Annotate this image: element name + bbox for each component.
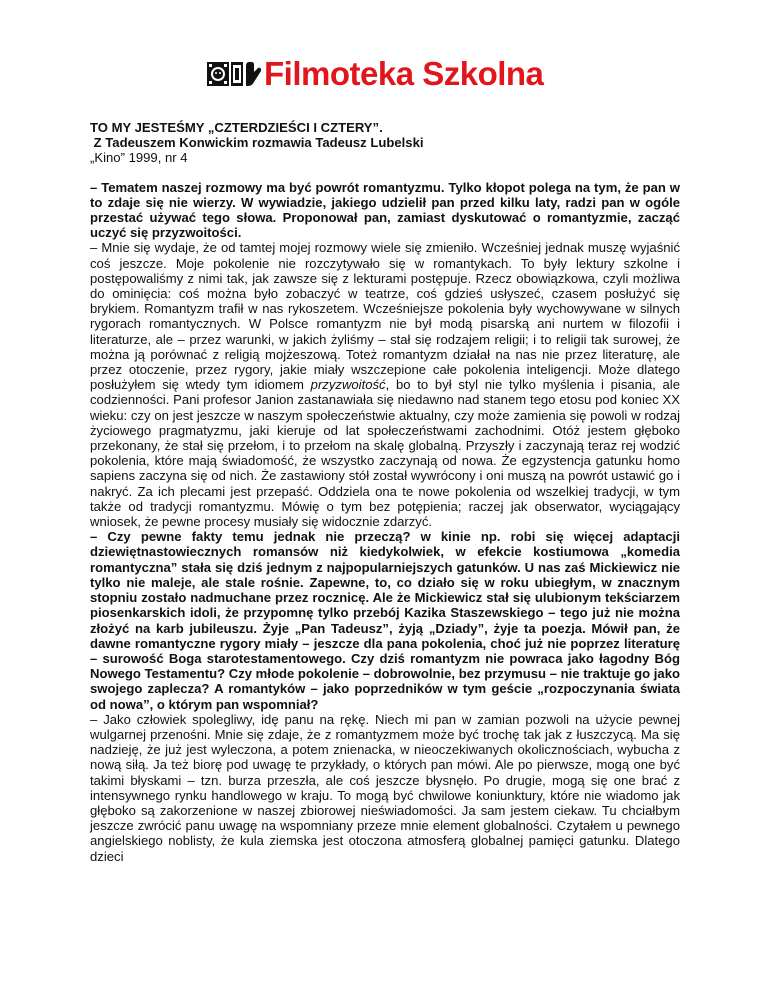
- answer-paragraph-1: [90, 240, 680, 529]
- question-paragraph-2: – Czy pewne fakty temu jednak nie przeczą? w kinie np. robi się więcej adaptacji dziewiętnastowiecznych romansów niż kiedykolwiek, w efekcie kostiumowa „komedia romantyczna” stała się dziś jednym z najpopularniejszych gatunków. U nas zaś Mickiewicz nie tylko nie maleje, ale stale rośnie. Zapewne, to, co działo się w roku ubiegłym, w znacznym stopniu zostało nadmuchane przez rocznicę. Ale że Mickiewicz stał się ulubionym tekściarzem piosenkarskich idoli, że przypomnę tylko przebój Kazika Staszewskiego – tego już nie można złożyć na karb jubileuszu. Żyje „Pan Tadeusz”, żyją „Dziady”, żyje ta poezja. Mówił pan, że dawne romantyczne rygory miały – jeszcze dla pana pokolenia, choć już nie poprzez literaturę – surowość Boga starotestamentowego. Czy dziś romantyzm nie powraca jako łagodny Bóg Nowego Testamentu? Czy młode pokolenie – dobrowolnie, bez przymusu – nie traktuje go jako swojego zaplecza? A romantyków – jako poprzedników w tym geście „rozpoczynania świata od nowa”, o którym pan wspomniał?: [90, 529, 680, 712]
- answer-1-italic: przyzwoitość: [310, 377, 386, 393]
- filmoteka-logo: [206, 54, 543, 94]
- answer-1-text-a: – Mnie się wydaje, że od tamtej mojej rozmowy wiele się zmieniło. Wcześniej jednak muszę wyjaśnić coś jeszcze. Moje pokolenie nie rozczytywało się w romantykach. To były lektury szkolne i postępowaliśmy z nimi tak, jak zawsze się z lekturami postępuje. Rzecz obowiązkowa, czyli możliwa do ominięcia: coś można było zobaczyć w teatrze, coś gdzieś usłyszeć, czasem posłużyć się brykiem. Romantyzm trafił w nas rykoszetem. Wcześniejsze pokolenia były wychowywane w silnych rygorach romantycznych. W Polsce romantyzm nie był modą pisarską ani nurtem w filozofii i literaturze, ale – przez warunki, w jakich żyliśmy – stał się rodzajem religii; i to religii tak surowej, że można ją porównać z religią mojżeszową. Toteż romantyzm działał na nas nie przez literaturę, ale przez otoczenie, przez rygory, jakie miały wszczepione całe pokolenia inteligencji. Może dlatego posłużyłem się wtedy tym idiomem: [90, 240, 680, 393]
- article-title: TO MY JESTEŚMY „CZTERDZIEŚCI I CZTERY”.: [90, 120, 383, 135]
- answer-1-text-b: , bo to był styl nie tylko myślenia i pisania, ale codzienności. Pani profesor Janion zastanawiała się niedawno nad stanem tego etosu pod koniec XX wieku: czy on jest jeszcze w naszym społeczeństwie aktualny, czy może zamienia się powoli w rodzaj życiowego pragmatyzmu, jaki kieruje od lat społeczeństwami zachodnimi. Otóż jestem głęboko przekonany, że stał się przełom, i to przełom na skalę globalną. Przyszły i zaczynają teraz rej wodzić pokolenia, które mają świadomość, że wszystko zaczynają od nowa. Że egzystencja gatunku homo sapiens zaczyna się od nich. Że zastawiony stół został wywrócony i oni muszą na powrót ustawić go i nakryć. Za ich plecami jest przepaść. Oddziela ona te nowe pokolenia od wszelkiej tradycji, w tym także od tradycji romantyzmu. Mówię o tym bez potępienia; raczej jak obserwator, wyciągający wniosek, że pewne procesy musiały się widocznie zdarzyć.: [90, 377, 680, 530]
- film-projector-hand-icon: [206, 56, 262, 92]
- article-subtitle: Z Tadeuszem Konwickim rozmawia Tadeusz Lubelski: [90, 135, 424, 151]
- logo-text: Filmoteka Szkolna: [264, 55, 544, 92]
- document-page: [90, 120, 680, 864]
- question-paragraph-1: – Tematem naszej rozmowy ma być powrót romantyzmu. Tylko kłopot polega na tym, że pan w to zdaje się nie wierzy. W wywiadzie, jakiego udzielił pan przed kilku laty, radzi pan w ogóle przestać używać tego słowa. Proponował pan, zamiast dyskutować o romantyzmie, zacząć uczyć się przyzwoitości.: [90, 179, 680, 241]
- answer-paragraph-2: – Jako człowiek spolegliwy, idę panu na rękę. Niech mi pan w zamian pozwoli na użycie pewnej wulgarnej przenośni. Mnie się zdaje, że z romantyzmem może być trochę tak jak z łuszczycą. Ma się nadzieję, że już jest wyleczona, a potem znienacka, w nieoczekiwanych okolicznościach, wybucha z nową siłą. Ja też biorę pod uwagę te przykłady, o których pan mówi. Ale po pierwsze, mogą one być takimi błyskami – tzn. burza przeszła, ale coś jeszcze błysnęło. Po drugie, mogą się one brać z intensywnego rynku handlowego w kraju. To mogą być chwilowe koniunktury, które nie wiadomo jak głęboko są zakorzenione w naszej zbiorowej nieświadomości. Ja sam jestem ciekaw. Tu chciałbym jeszcze zwrócić panu uwagę na wspomniany przeze mnie element globalności. Czytałem u pewnego angielskiego noblisty, że kula ziemska jest otoczona atmosferą globalnej pamięci gatunku. Dlatego dzieci: [90, 711, 680, 864]
- article-source: „Kino” 1999, nr 4: [90, 150, 188, 166]
